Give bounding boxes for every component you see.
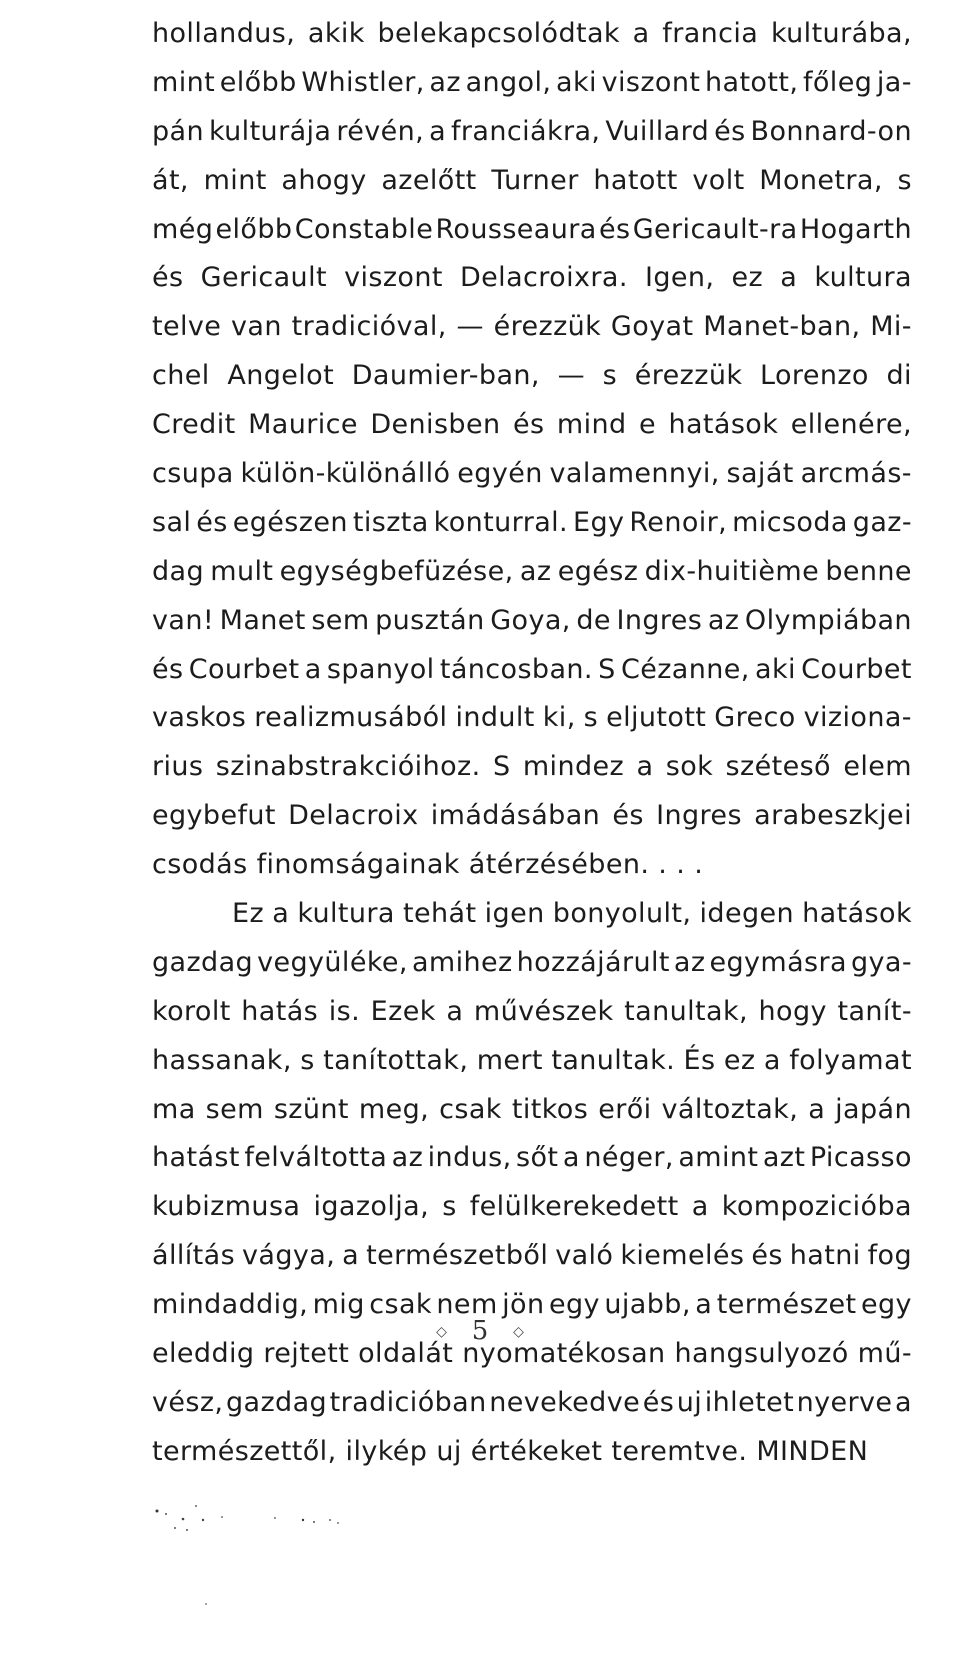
word: pusztán	[375, 604, 485, 636]
word: igen	[484, 898, 545, 930]
word: saját	[726, 458, 794, 490]
word: állítás	[152, 1240, 236, 1272]
word: az	[707, 604, 740, 636]
word: külön-különálló	[240, 458, 451, 490]
word: az	[519, 555, 552, 587]
word: egyén	[457, 458, 543, 490]
word: felülkerekedett	[469, 1191, 679, 1223]
word: hogy	[758, 995, 827, 1027]
speck	[337, 1522, 339, 1524]
word: Rousseaura	[435, 213, 597, 245]
word: szinabstrakcióihoz.	[215, 751, 481, 783]
word: és	[714, 115, 746, 147]
word: a	[446, 995, 464, 1027]
word: Angelot	[227, 360, 335, 392]
word: ez	[731, 262, 764, 294]
speck	[195, 1505, 197, 1507]
word: előbb	[219, 66, 297, 98]
word: vész,	[152, 1386, 224, 1418]
word: gya-	[850, 946, 912, 978]
word: francia	[662, 18, 759, 49]
word: titkos	[511, 1093, 589, 1125]
word: és	[751, 1240, 783, 1272]
word: chel	[152, 360, 210, 392]
word: tanultak,	[624, 995, 748, 1027]
word: a	[691, 1191, 709, 1223]
ornament-left-icon: ◇	[436, 1324, 447, 1340]
word: di	[886, 360, 912, 392]
word: hatások	[668, 409, 779, 441]
word: a	[562, 1142, 580, 1174]
word: arabeszkjei	[754, 800, 912, 832]
word: bonyolult,	[552, 898, 692, 930]
word: eleddig	[152, 1338, 255, 1370]
speck	[156, 1510, 159, 1513]
word: egész	[557, 555, 639, 587]
word: Vuillard	[605, 115, 710, 147]
word: Credit	[152, 409, 236, 441]
word: széteső	[725, 751, 831, 783]
word: aki	[556, 66, 597, 98]
word: egységbefüzése,	[279, 555, 514, 587]
word: és	[152, 262, 184, 294]
word: S	[598, 653, 616, 685]
word: változtak,	[661, 1093, 799, 1125]
word: Egy	[573, 506, 625, 538]
word: is.	[328, 995, 361, 1027]
speck	[186, 1529, 188, 1531]
word: egy	[548, 1289, 600, 1321]
word: a	[632, 18, 650, 49]
word: gazdag	[226, 1386, 328, 1418]
word: tiszta	[352, 506, 429, 538]
word: erői	[598, 1093, 652, 1125]
word: dix-huitième	[644, 555, 820, 587]
word: oldalát	[358, 1338, 454, 1370]
word: aki	[755, 653, 796, 685]
word: hatás	[241, 995, 319, 1027]
word: spanyol	[326, 653, 435, 685]
word: egy	[861, 1289, 912, 1321]
word: Goya,	[490, 604, 571, 636]
word: a	[272, 898, 290, 930]
word: indus,	[427, 1142, 512, 1174]
word: rejtett	[263, 1338, 350, 1370]
word: hatott,	[704, 66, 799, 98]
word: ki,	[542, 702, 576, 734]
word: Manet	[219, 604, 306, 636]
word: rius	[152, 751, 204, 783]
word: s	[442, 1191, 457, 1223]
word: kubizmusa	[152, 1191, 301, 1223]
word: Denisben	[370, 409, 501, 441]
word: mult	[210, 555, 274, 587]
word: való	[555, 1240, 614, 1272]
word: viszont	[344, 262, 443, 294]
word: —	[456, 311, 484, 343]
word: Courbet	[188, 653, 300, 685]
word: sőt	[516, 1142, 559, 1174]
word: még	[152, 213, 214, 245]
word: japán	[835, 1093, 912, 1125]
word: csupa	[152, 458, 234, 490]
word: amint	[678, 1142, 759, 1174]
word: tradicióban	[329, 1386, 487, 1418]
word: sem	[311, 604, 370, 636]
word: azelőtt	[381, 164, 477, 196]
word: fog	[867, 1240, 912, 1272]
word: Turner	[491, 164, 579, 196]
word: eljutott	[606, 702, 707, 734]
word: Ez	[232, 898, 265, 930]
word: természetből	[366, 1240, 549, 1272]
word: a	[763, 1044, 781, 1076]
word: kiemelés	[620, 1240, 745, 1272]
word: Whistler,	[301, 66, 425, 98]
word: tanítottak,	[323, 1044, 469, 1076]
word: művészek	[473, 995, 614, 1027]
word: a	[895, 1386, 912, 1418]
word: egymásra	[709, 946, 847, 978]
word: Greco	[714, 702, 796, 734]
speck	[165, 1513, 167, 1515]
word: folyamat	[789, 1044, 912, 1076]
word: de	[576, 604, 611, 636]
word: S	[492, 751, 511, 783]
word: dag	[152, 555, 205, 587]
word: telve	[152, 311, 222, 343]
word: angol,	[465, 66, 552, 98]
word: igazolja,	[313, 1191, 430, 1223]
word: Daumier-ban,	[351, 360, 540, 392]
word: benne	[825, 555, 912, 587]
word: van!	[152, 604, 215, 636]
speck	[329, 1519, 331, 1521]
word: felváltotta	[244, 1142, 388, 1174]
word: ez	[723, 1044, 756, 1076]
word: a	[808, 1093, 826, 1125]
word: viszont	[601, 66, 701, 98]
word: Goyat	[610, 311, 694, 343]
word: nevekedve	[489, 1386, 641, 1418]
word: és	[612, 800, 644, 832]
word: nyerve	[796, 1386, 893, 1418]
word: hollandus,	[152, 18, 296, 49]
word: azt	[762, 1142, 806, 1174]
word: Igen,	[644, 262, 715, 294]
word: hatott	[593, 164, 678, 196]
word: hozzájárult	[516, 946, 670, 978]
word: révén,	[336, 115, 425, 147]
word: Maurice	[248, 409, 358, 441]
word: sem	[205, 1093, 264, 1125]
word: a	[780, 262, 798, 294]
word: szünt	[273, 1093, 349, 1125]
speck	[205, 1603, 207, 1605]
word: e	[638, 409, 656, 441]
word: át,	[152, 164, 189, 196]
word: egybefut	[152, 800, 276, 832]
speck	[274, 1517, 276, 1519]
word: franciákra,	[451, 115, 601, 147]
word: kulturája	[208, 115, 332, 147]
word: akik	[307, 18, 365, 49]
word: nyomatékosan	[462, 1338, 666, 1370]
word: nem	[436, 1289, 498, 1321]
word: gaz-	[852, 506, 912, 538]
word: s	[300, 1044, 315, 1076]
word: Ezek	[370, 995, 436, 1027]
word: vaskos	[152, 702, 247, 734]
word: mint	[152, 66, 216, 98]
word: ma	[152, 1093, 196, 1125]
word: s	[897, 164, 912, 196]
word: kultura	[814, 262, 912, 294]
word: hatást	[152, 1142, 240, 1174]
word: belekapcsolódtak	[377, 18, 620, 49]
word: imádásában	[430, 800, 601, 832]
word: vegyüléke,	[257, 946, 408, 978]
word: mig	[312, 1289, 365, 1321]
word: Manet-ban,	[703, 311, 861, 343]
word: gazdag	[152, 946, 254, 978]
word: csak	[439, 1093, 502, 1125]
word: érezzük	[634, 360, 743, 392]
word: ujabb,	[604, 1289, 691, 1321]
word: Gericault	[200, 262, 327, 294]
word: Delacroixra.	[459, 262, 628, 294]
word: Constable	[294, 213, 434, 245]
word: az	[429, 66, 461, 98]
word: idegen	[699, 898, 795, 930]
word: amihez	[411, 946, 513, 978]
word: viziona-	[803, 702, 912, 734]
word: jön	[502, 1289, 545, 1321]
word: Ingres	[616, 604, 703, 636]
word: a	[342, 1240, 360, 1272]
word: Delacroix	[288, 800, 419, 832]
speck	[302, 1519, 304, 1521]
word: ihletet	[704, 1386, 795, 1418]
word: ellenére,	[790, 409, 912, 441]
word: Lorenzo	[760, 360, 869, 392]
word: mű-	[857, 1338, 912, 1370]
word: a	[636, 751, 654, 783]
word: néger,	[584, 1142, 674, 1174]
word: mert	[476, 1044, 543, 1076]
word: ja-	[876, 66, 912, 98]
word: s	[583, 702, 599, 734]
word: ahogy	[281, 164, 367, 196]
word: Cézanne,	[620, 653, 750, 685]
speck	[182, 1518, 185, 1521]
word: s	[602, 360, 618, 392]
speck	[202, 1519, 204, 1521]
text-line: csodás finomságainak átérzésében. . . .	[152, 849, 704, 881]
word: elem	[843, 751, 912, 783]
word: mind	[556, 409, 627, 441]
page-number: 5	[471, 1316, 489, 1346]
word: Olympiában	[744, 604, 912, 636]
word: —	[557, 360, 585, 392]
word: táncosban.	[439, 653, 593, 685]
word: korolt	[152, 995, 231, 1027]
word: és	[512, 409, 545, 441]
word: mint	[203, 164, 267, 196]
word: főleg	[802, 66, 873, 98]
word: csak	[369, 1289, 432, 1321]
word: konturral.	[433, 506, 569, 538]
word: sal	[152, 506, 192, 538]
word: a	[304, 653, 322, 685]
word: És	[683, 1044, 716, 1076]
word: indult	[455, 702, 535, 734]
word: valamennyi,	[549, 458, 720, 490]
word: tanít-	[837, 995, 912, 1027]
word: Mi-	[870, 311, 912, 343]
word: Gericault-ra	[632, 213, 798, 245]
word: természet	[716, 1289, 857, 1321]
ornament-right-icon: ◇	[513, 1324, 524, 1340]
word: mindez	[522, 751, 625, 783]
word: és	[642, 1386, 675, 1418]
word: realizmusából	[254, 702, 448, 734]
word: tradicióval,	[291, 311, 447, 343]
speck	[313, 1521, 315, 1523]
word: Renoir,	[629, 506, 728, 538]
word: hangsulyozó	[674, 1338, 849, 1370]
word: micsoda	[732, 506, 848, 538]
word: pán	[152, 115, 204, 147]
word: kulturába,	[770, 18, 912, 49]
word: Monetra,	[759, 164, 883, 196]
word: a	[695, 1289, 713, 1321]
word: hassanak,	[152, 1044, 292, 1076]
word: és	[196, 506, 228, 538]
word: és	[598, 213, 631, 245]
word: kompozicióba	[721, 1191, 912, 1223]
word: van	[231, 311, 282, 343]
speck	[221, 1516, 223, 1518]
word: egészen	[232, 506, 348, 538]
word: kultura	[297, 898, 395, 930]
word: érezzük	[493, 311, 602, 343]
word: mindaddig,	[152, 1289, 309, 1321]
word: az	[673, 946, 706, 978]
word: hatni	[789, 1240, 861, 1272]
word: Hogarth	[799, 213, 912, 245]
text-line: természettől, ilykép uj értékeket teremtve. MINDEN	[152, 1435, 869, 1467]
word: Picasso	[809, 1142, 912, 1174]
speck	[174, 1527, 176, 1529]
word: sok	[665, 751, 714, 783]
word: arcmás-	[800, 458, 912, 490]
word: vágya,	[242, 1240, 336, 1272]
word: hatások	[802, 898, 912, 930]
word: volt	[692, 164, 745, 196]
word: tanultak.	[551, 1044, 676, 1076]
word: Courbet	[801, 653, 912, 685]
word: Bonnard-on	[750, 115, 912, 147]
word: az	[391, 1142, 424, 1174]
word: a	[429, 115, 447, 147]
word: előbb	[215, 213, 293, 245]
word: uj	[676, 1386, 703, 1418]
word: és	[152, 653, 184, 685]
word: meg,	[358, 1093, 430, 1125]
word: tehát	[403, 898, 477, 930]
word: Ingres	[656, 800, 742, 832]
